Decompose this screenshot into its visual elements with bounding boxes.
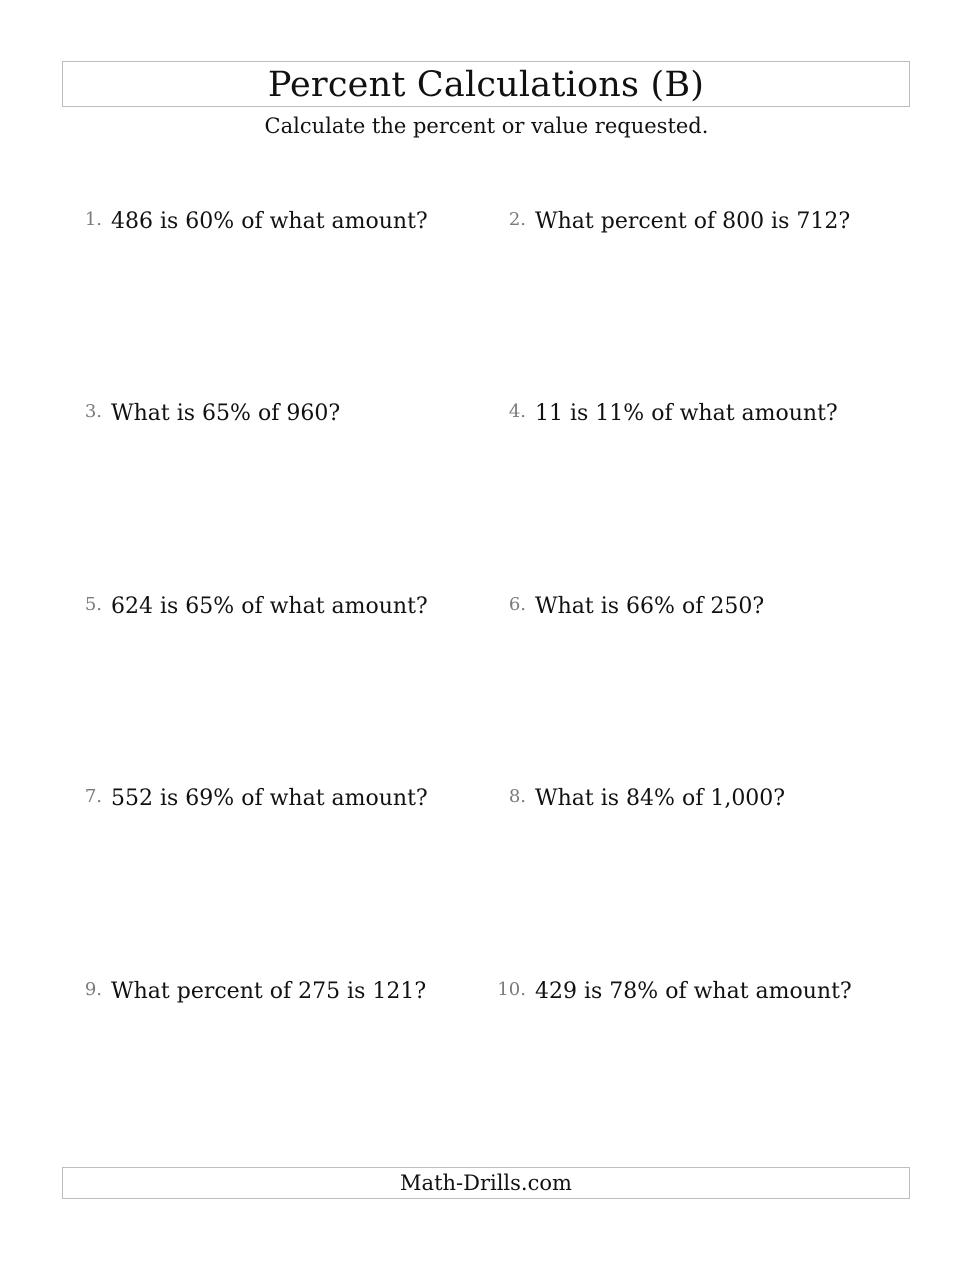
problem-text: What percent of 800 is 712?: [535, 209, 851, 234]
problem-text: 11 is 11% of what amount?: [535, 401, 838, 426]
problem-number: 3.: [84, 401, 102, 422]
problem-text: What is 66% of 250?: [535, 594, 765, 619]
problem-4: [484, 400, 838, 428]
problem-5: [60, 593, 428, 621]
problem-number: 10.: [497, 979, 526, 1000]
footer-box: [62, 1167, 910, 1199]
problem-number: 6.: [508, 594, 526, 615]
problem-text: What is 84% of 1,000?: [535, 786, 786, 811]
problem-text: 429 is 78% of what amount?: [535, 979, 852, 1004]
problem-9: [60, 978, 426, 1006]
problem-number: 5.: [84, 594, 102, 615]
problem-text: 624 is 65% of what amount?: [111, 594, 428, 619]
problem-text: 552 is 69% of what amount?: [111, 786, 428, 811]
problem-1: [60, 208, 428, 236]
problem-3: [60, 400, 340, 428]
instructions: Calculate the percent or value requested.: [264, 114, 709, 138]
problem-2: [484, 208, 850, 236]
problem-10: [484, 978, 852, 1006]
problem-number: 8.: [508, 786, 526, 807]
problem-text: What percent of 275 is 121?: [111, 979, 427, 1004]
title-box: [62, 61, 910, 107]
problem-number: 1.: [84, 209, 102, 230]
problem-number: 9.: [84, 979, 102, 1000]
page-title: Percent Calculations (B): [267, 64, 705, 105]
problem-number: 7.: [84, 786, 102, 807]
problem-text: What is 65% of 960?: [111, 401, 341, 426]
problem-number: 4.: [508, 401, 526, 422]
footer-site: Math-Drills.com: [400, 1170, 572, 1195]
problem-7: [60, 785, 428, 813]
problem-number: 2.: [508, 209, 526, 230]
problem-6: [484, 593, 764, 621]
problem-8: [484, 785, 785, 813]
problem-text: 486 is 60% of what amount?: [111, 209, 428, 234]
